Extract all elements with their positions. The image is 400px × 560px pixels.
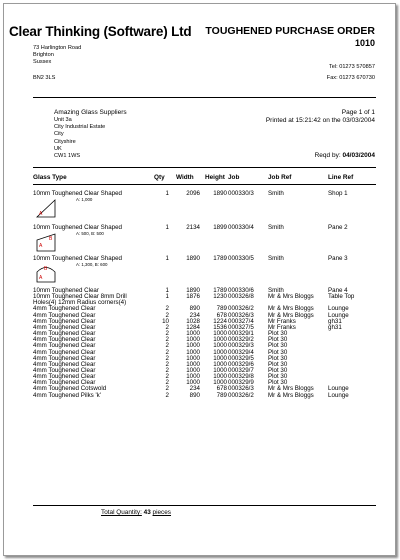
table-row-height: 1536 (213, 323, 227, 331)
table-row-height: 678 (216, 385, 227, 393)
table-row-line-ref: Lounge (328, 385, 349, 393)
shaped-line-height: 1899 (213, 224, 227, 231)
shaped-line-height: 1890 (213, 190, 227, 197)
table-row-glass: 4mm Toughened Clear (33, 311, 96, 319)
shaped-line-job-ref: Smith (268, 255, 284, 262)
arch-shape-icon (35, 262, 57, 289)
table-row-job-ref: Mr & Mrs Bloggs (268, 293, 314, 301)
table-row-job: 000326/3 (228, 311, 254, 319)
table-row-qty: 2 (165, 342, 169, 350)
table-row-line-ref: Lounge (328, 391, 349, 399)
shaped-line-width: 2134 (186, 224, 200, 231)
shaped-line-height: 1789 (213, 255, 227, 262)
table-row-job-ref: Plot 30 (268, 366, 288, 374)
table-row-job-ref: Plot 30 (268, 330, 288, 338)
column-header-job-ref: Job Ref (268, 174, 292, 181)
total-label: Total Quantity: (101, 509, 142, 516)
table-row-height: 1000 (213, 379, 227, 387)
column-header-height: Height (205, 174, 225, 181)
company-address (33, 45, 81, 67)
table-row-qty: 2 (165, 366, 169, 374)
table-row-job-ref: Plot 30 (268, 348, 288, 356)
document-title: TOUGHENED PURCHASE ORDER (205, 25, 375, 37)
table-row-job-ref: Mr & Mrs Bloggs (268, 305, 314, 313)
table-row-width: 234 (189, 385, 200, 393)
printed-timestamp: Printed at 15:21:42 on the 03/03/2004 (265, 117, 375, 124)
column-header-job: Job (228, 174, 240, 181)
page-number: Page 1 of 1 (341, 109, 375, 116)
table-row-line-ref: Lounge (328, 305, 349, 313)
column-header-line-ref: Line Ref (328, 174, 354, 181)
table-row-job-ref: Plot 30 (268, 342, 288, 350)
table-row-job: 000329/9 (228, 379, 254, 387)
table-row-job: 000329/6 (228, 360, 254, 368)
company-postcode: BN2 3LS (33, 75, 56, 81)
required-by (315, 152, 375, 159)
table-row-glass: 4mm Toughened Clear (33, 366, 96, 374)
shaped-line-glass: 10mm Toughened Clear Shaped (33, 190, 122, 197)
table-bottom-divider (33, 505, 376, 506)
table-row-width: 1000 (186, 373, 200, 381)
table-row-job: 000329/3 (228, 342, 254, 350)
shaped-line-line-ref: Pane 2 (328, 224, 348, 231)
table-top-divider (33, 167, 376, 168)
table-row-width: 1890 (186, 287, 200, 294)
table-row-qty: 10 (162, 317, 169, 325)
table-row-job: 000326/3 (228, 385, 254, 393)
table-row-height: 1000 (213, 342, 227, 350)
table-row-qty: 2 (165, 373, 169, 381)
table-row-glass: 4mm Toughened Clear (33, 342, 96, 350)
shape-dimension-note: A: 1,000 (76, 197, 93, 202)
table-row-job: 000329/2 (228, 336, 254, 344)
shaped-line-job-ref: Smith (268, 190, 284, 197)
supplier-address (54, 109, 127, 160)
total-value: 43 (143, 509, 151, 516)
shaped-line-qty: 1 (165, 224, 169, 231)
table-row-glass: 4mm Toughened Clear (33, 379, 96, 387)
address-line: 73 Harlington Road (33, 45, 82, 51)
table-row-height: 789 (216, 305, 227, 313)
table-row-height: 1000 (213, 373, 227, 381)
table-row-qty: 2 (165, 360, 169, 368)
table-row-job: 000329/4 (228, 348, 254, 356)
table-row-qty: 2 (165, 348, 169, 356)
table-row-job-ref: Smith (268, 287, 284, 294)
table-row-height: 1000 (213, 336, 227, 344)
triangle-shape-icon (35, 197, 57, 224)
table-row-height: 1789 (213, 287, 227, 294)
table-row-job: 000329/5 (228, 354, 254, 362)
shaped-line-qty: 1 (165, 255, 169, 262)
table-row-qty: 2 (165, 311, 169, 319)
company-telephone: Tel: 01273 570857 (328, 64, 375, 70)
supplier-line: City Industrial Estate (54, 124, 106, 131)
shaped-line-job-ref: Smith (268, 224, 284, 231)
table-row-qty: 1 (165, 293, 169, 301)
table-row-qty: 2 (165, 305, 169, 313)
order-number: 1010 (354, 38, 375, 48)
table-row-job: 000330/6 (228, 287, 254, 294)
company-fax: Fax: 01273 670730 (326, 75, 375, 81)
table-row-job: 000329/8 (228, 373, 254, 381)
table-row-job-ref: Plot 30 (268, 336, 288, 344)
supplier-name: Amazing Glass Suppliers (54, 109, 127, 116)
table-row-glass: 4mm Toughened Clear (33, 330, 96, 338)
table-row-job-ref: Mr Franks (268, 317, 296, 325)
shaped-line-glass: 10mm Toughened Clear Shaped (33, 255, 122, 262)
table-row-width: 890 (189, 391, 200, 399)
table-row-qty: 2 (165, 330, 169, 338)
table-row-glass: 4mm Toughened Clear (33, 373, 96, 381)
table-row-width: 1000 (186, 354, 200, 362)
table-row-job-ref: Mr & Mrs Bloggs (268, 311, 314, 319)
column-header-qty: Qty (154, 174, 165, 181)
table-row-job-ref: Mr Franks (268, 323, 296, 331)
table-row-job: 000326/2 (228, 305, 254, 313)
table-row-height: 789 (216, 391, 227, 399)
table-row-job-ref: Mr & Mrs Bloggs (268, 385, 314, 393)
table-row-height: 1000 (213, 348, 227, 356)
table-row-width: 1000 (186, 379, 200, 387)
table-row-width: 1284 (186, 323, 200, 331)
shaped-line-width: 1890 (186, 255, 200, 262)
column-header-glass-type: Glass Type (33, 174, 67, 181)
table-row-height: 1000 (213, 330, 227, 338)
table-row-qty: 2 (165, 391, 169, 399)
table-row-height: 1000 (213, 354, 227, 362)
purchase-order-page (3, 3, 396, 556)
table-row-width: 1028 (186, 317, 200, 325)
table-row-job-ref: Mr & Mrs Bloggs (268, 391, 314, 399)
table-row-line-ref: Table Top (328, 293, 355, 301)
supplier-line: Unit 3a (54, 117, 72, 123)
supplier-line: UK (54, 145, 62, 152)
column-header-width: Width (176, 174, 194, 181)
table-row-glass: 4mm Toughened Cotswold (33, 385, 107, 393)
total-unit: pieces (152, 509, 172, 516)
table-row-glass: 10mm Toughened Clear (33, 287, 99, 294)
table-row-height: 678 (216, 311, 227, 319)
company-name: Clear Thinking (Software) Ltd (9, 24, 192, 39)
table-row-qty: 2 (165, 336, 169, 344)
shaped-line-line-ref: Shop 1 (328, 190, 348, 197)
table-row-glass: 4mm Toughened Clear (33, 323, 96, 331)
shaped-line-qty: 1 (165, 190, 169, 197)
table-row-width: 1000 (186, 342, 200, 350)
shaped-line-job: 000330/5 (228, 255, 254, 262)
table-row-glass: 4mm Toughened Clear (33, 336, 96, 344)
supplier-line: CW1 1WS (54, 153, 81, 160)
table-row-glass: 4mm Toughened Clear (33, 360, 96, 368)
table-row-qty: 1 (165, 287, 169, 294)
table-row-width: 234 (189, 311, 200, 319)
shape-dimension-note: A: 1,300, B: 600 (76, 262, 108, 267)
table-header-divider (33, 184, 376, 185)
table-row-qty: 2 (165, 354, 169, 362)
shaped-line-line-ref: Pane 3 (328, 255, 348, 262)
table-row-qty: 2 (165, 385, 169, 393)
required-by-date: 04/03/2004 (342, 152, 375, 159)
table-row-qty: 2 (165, 323, 169, 331)
header-divider (33, 97, 376, 98)
address-line: Sussex (33, 59, 52, 66)
shape-dimension-note: A: 500, B: 500 (76, 231, 104, 236)
table-row-job: 000327/5 (228, 323, 254, 331)
table-row-line-ref: gh31 (328, 323, 342, 331)
svg-text:B: B (49, 236, 53, 242)
supplier-line: Cityshire (54, 138, 76, 145)
svg-text:B: B (44, 266, 48, 272)
total-quantity (101, 509, 171, 516)
table-row-height: 1000 (213, 360, 227, 368)
table-row-glass: Holes(4) 12mm Radius corners(4) (33, 299, 127, 307)
table-row-glass: 4mm Toughened Clear (33, 354, 96, 362)
table-row-width: 1000 (186, 366, 200, 374)
table-row-width: 1000 (186, 348, 200, 356)
table-row-job: 000326/8 (228, 293, 254, 301)
svg-text:A: A (39, 211, 43, 217)
table-row-line-ref: Lounge (328, 311, 349, 319)
table-row-glass: 4mm Toughened Pilks 'k' (33, 391, 101, 399)
table-row-glass: 4mm Toughened Clear (33, 317, 96, 325)
table-row-width: 890 (189, 305, 200, 313)
table-row-job-ref: Plot 30 (268, 354, 288, 362)
table-row-job-ref: Plot 30 (268, 360, 288, 368)
rake-shape-icon (35, 231, 57, 258)
table-row-width: 1000 (186, 330, 200, 338)
svg-text:A: A (39, 243, 43, 249)
table-row-glass: 4mm Toughened Clear (33, 348, 96, 356)
shaped-line-job: 000330/3 (228, 190, 254, 197)
shaped-line-job: 000330/4 (228, 224, 254, 231)
table-row-job: 000329/1 (228, 330, 254, 338)
table-row-width: 1000 (186, 360, 200, 368)
table-row-job: 000329/7 (228, 366, 254, 374)
shaped-line-width: 2096 (186, 190, 200, 197)
table-row-height: 1000 (213, 366, 227, 374)
table-row-width: 1876 (186, 293, 200, 301)
table-row-line-ref: Pane 4 (328, 287, 348, 294)
table-row-glass: 4mm Toughened Clear (33, 305, 96, 313)
table-row-job-ref: Plot 30 (268, 373, 288, 381)
table-row-job: 000326/2 (228, 391, 254, 399)
svg-text:A: A (39, 275, 43, 281)
table-row-height: 1224 (213, 317, 227, 325)
table-row-job: 000327/4 (228, 317, 254, 325)
table-row-glass: 10mm Toughened Clear 8mm Drill (33, 293, 127, 301)
table-row-width: 1000 (186, 336, 200, 344)
supplier-line: City (54, 131, 64, 138)
shaped-line-glass: 10mm Toughened Clear Shaped (33, 224, 122, 231)
table-row-job-ref: Plot 30 (268, 379, 288, 387)
table-row-line-ref: gh31 (328, 317, 342, 325)
address-line: Brighton (33, 52, 54, 59)
table-row-height: 1230 (213, 293, 227, 301)
table-row-qty: 2 (165, 379, 169, 387)
required-by-label: Reqd by: (314, 152, 341, 159)
